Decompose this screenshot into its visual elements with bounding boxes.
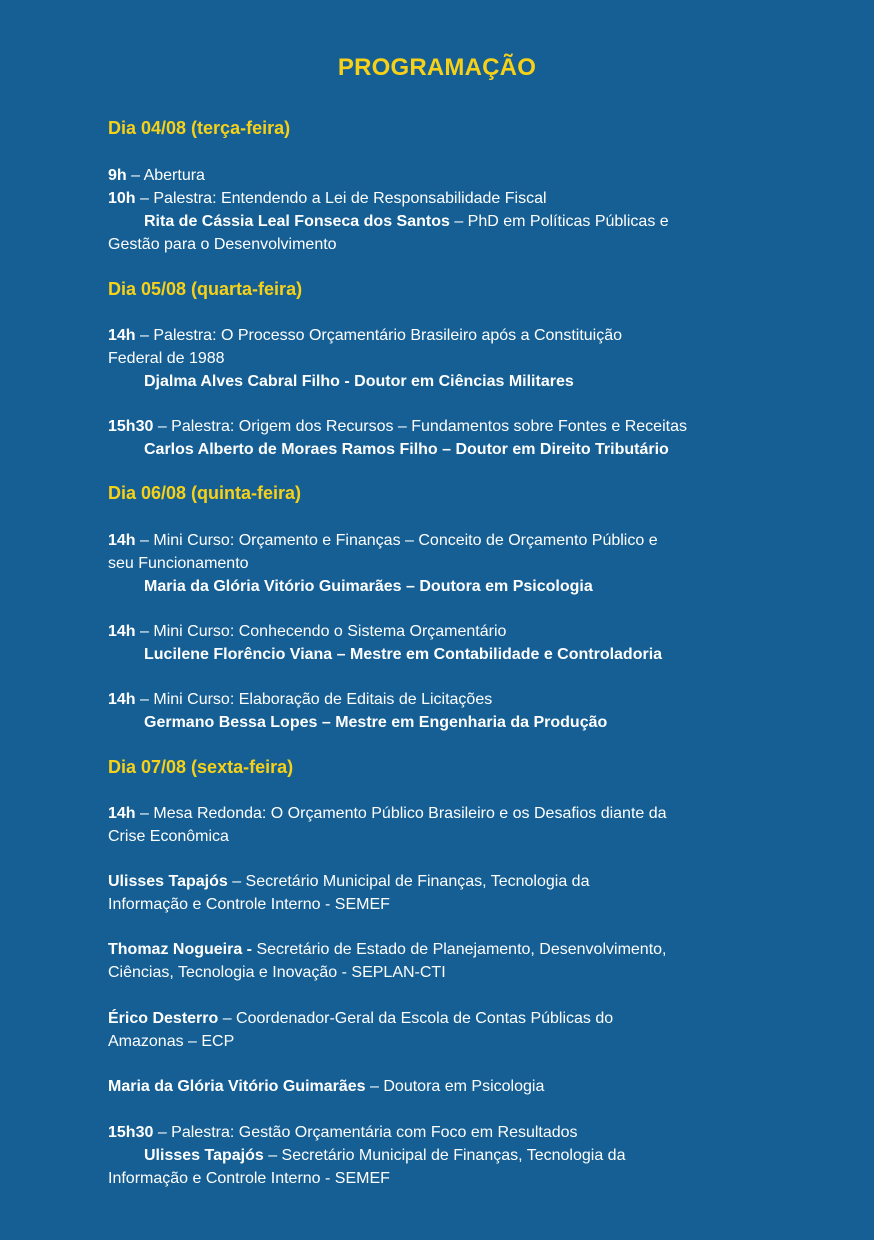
- event-text: – Mini Curso: Orçamento e Finanças – Conceito de Orçamento Público e: [135, 532, 658, 549]
- schedule-line: [108, 324, 622, 347]
- schedule-line: [108, 802, 667, 825]
- panelist-title-continuation: Ciências, Tecnologia e Inovação - SEPLAN-CTI: [108, 964, 446, 981]
- speaker-title: – Secretário Municipal de Finanças, Tecnologia da: [263, 1147, 626, 1164]
- speaker-title-continuation: Gestão para o Desenvolvimento: [108, 236, 337, 253]
- time-label: 10h: [108, 190, 136, 207]
- day-heading: Dia 05/08 (quarta-feira): [108, 279, 303, 299]
- schedule-line: [108, 164, 205, 187]
- panelist-name: Maria da Glória Vitório Guimarães: [108, 1078, 366, 1095]
- time-label: 15h30: [108, 1124, 154, 1141]
- speaker-line: [144, 370, 574, 393]
- panelist-name: Ulisses Tapajós: [108, 873, 228, 890]
- speaker-line: [144, 711, 607, 734]
- schedule-line: [108, 620, 506, 643]
- speaker-line: [144, 438, 669, 461]
- day-heading: Dia 07/08 (sexta-feira): [108, 757, 294, 777]
- speaker-name: Germano Bessa Lopes – Mestre em Engenharia da Produção: [144, 714, 608, 731]
- time-label: 14h: [108, 327, 136, 344]
- speaker-name: Rita de Cássia Leal Fonseca dos Santos: [144, 213, 450, 230]
- panelist-line: [108, 1007, 613, 1030]
- schedule-line: [108, 415, 687, 438]
- panelist-line: [108, 938, 666, 961]
- day-heading: Dia 06/08 (quinta-feira): [108, 483, 302, 503]
- event-text: – Palestra: O Processo Orçamentário Brasileiro após a Constituição: [135, 327, 623, 344]
- speaker-title-continuation: Informação e Controle Interno - SEMEF: [108, 1170, 390, 1187]
- speaker-line: [144, 210, 669, 233]
- time-label: 14h: [108, 532, 136, 549]
- event-text: – Mini Curso: Elaboração de Editais de Licitações: [135, 691, 493, 708]
- event-text-continuation: Crise Econômica: [108, 828, 229, 845]
- speaker-line: [144, 643, 662, 666]
- time-label: 14h: [108, 805, 136, 822]
- event-text: – Mini Curso: Conhecendo o Sistema Orçamentário: [135, 623, 507, 640]
- speaker-name: Ulisses Tapajós: [144, 1147, 264, 1164]
- panelist-name: Érico Desterro: [108, 1010, 219, 1027]
- day-heading: Dia 04/08 (terça-feira): [108, 118, 291, 138]
- speaker-line: [144, 1144, 625, 1167]
- event-text: – Mesa Redonda: O Orçamento Público Brasileiro e os Desafios diante da: [135, 805, 667, 822]
- speaker-name: Carlos Alberto de Moraes Ramos Filho – Doutor em Direito Tributário: [144, 441, 669, 458]
- event-text: – Palestra: Origem dos Recursos – Fundamentos sobre Fontes e Receitas: [153, 418, 687, 435]
- time-label: 14h: [108, 623, 136, 640]
- event-text: – Palestra: Entendendo a Lei de Responsabilidade Fiscal: [135, 190, 547, 207]
- schedule-line: [108, 187, 547, 210]
- panelist-name: Thomaz Nogueira -: [108, 941, 253, 958]
- schedule-line: [108, 1121, 578, 1144]
- panelist-title: – Coordenador-Geral da Escola de Contas Públicas do: [218, 1010, 614, 1027]
- event-text-continuation: seu Funcionamento: [108, 555, 249, 572]
- speaker-line: [144, 575, 593, 598]
- time-label: 14h: [108, 691, 136, 708]
- panelist-line: [108, 1075, 544, 1098]
- page-title: PROGRAMAÇÃO: [337, 54, 537, 81]
- panelist-title-continuation: Informação e Controle Interno - SEMEF: [108, 896, 390, 913]
- speaker-name: Maria da Glória Vitório Guimarães – Doutora em Psicologia: [144, 578, 593, 595]
- time-label: 9h: [108, 167, 127, 184]
- panelist-title-continuation: Amazonas – ECP: [108, 1033, 235, 1050]
- panelist-title: – Secretário Municipal de Finanças, Tecnologia da: [227, 873, 590, 890]
- schedule-line: [108, 529, 658, 552]
- panelist-title: Secretário de Estado de Planejamento, Desenvolvimento,: [252, 941, 667, 958]
- speaker-name: Lucilene Florêncio Viana – Mestre em Contabilidade e Controladoria: [144, 646, 663, 663]
- panelist-line: [108, 870, 589, 893]
- speaker-title: – PhD em Políticas Públicas e: [449, 213, 669, 230]
- panelist-title: – Doutora em Psicologia: [365, 1078, 545, 1095]
- event-text: – Abertura: [126, 167, 205, 184]
- schedule-line: [108, 688, 492, 711]
- event-text-continuation: Federal de 1988: [108, 350, 225, 367]
- speaker-name: Djalma Alves Cabral Filho - Doutor em Ciências Militares: [144, 373, 574, 390]
- time-label: 15h30: [108, 418, 154, 435]
- event-text: – Palestra: Gestão Orçamentária com Foco em Resultados: [153, 1124, 578, 1141]
